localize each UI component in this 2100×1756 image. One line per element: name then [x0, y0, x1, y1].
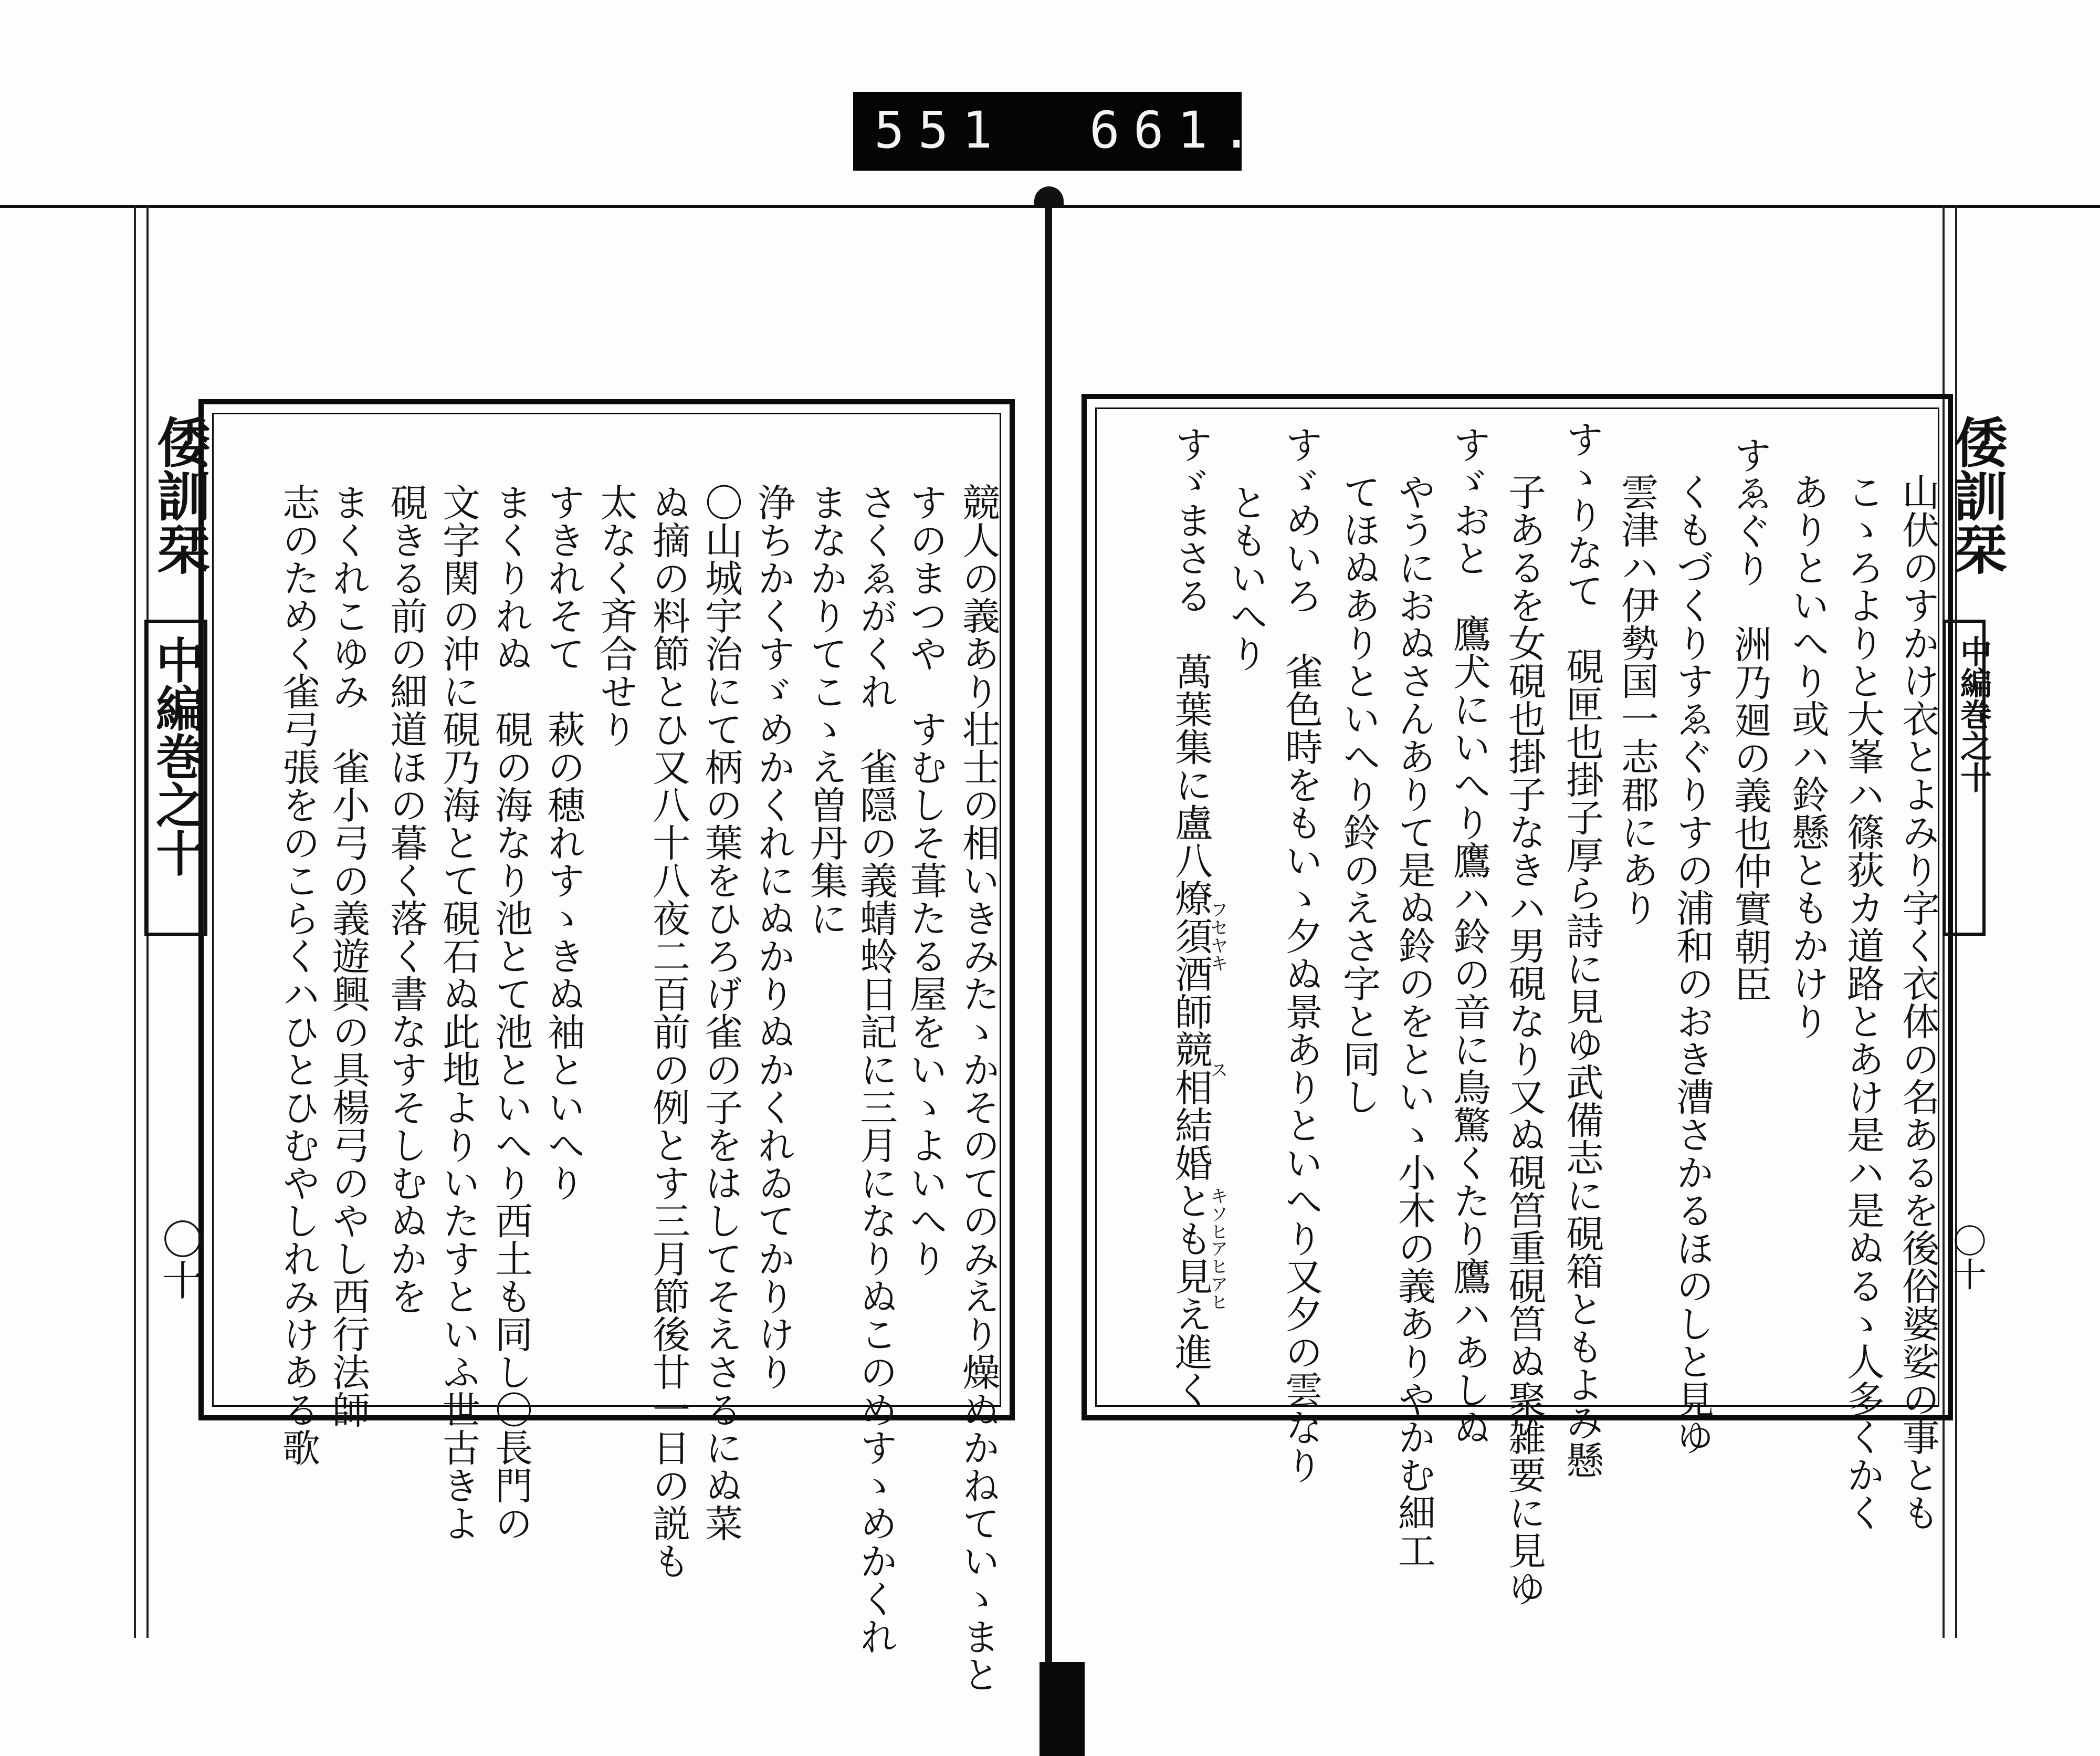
call-number-tag	[853, 92, 1266, 171]
left-margin-title: 倭訓栞	[148, 415, 211, 576]
right-col-7: すゝりなて 硯匣也掛子厚ら詩に見ゆ武備志に硯箱ともよみ懸	[1560, 420, 1604, 1479]
left-col-14: 志のためく雀弓張をのこらくハひとひむやしれみけある歌	[276, 483, 320, 1466]
call-number-left: 551	[874, 101, 1006, 160]
left-col-7: ぬ摘の料節とひ又八十八夜二百前の例とす三月節後廿一日の説も	[646, 483, 690, 1580]
right-col-5: くもづくりすゑぐりすの浦和のおき漕さかるほのしと見ゆ	[1670, 473, 1714, 1456]
call-number-right: 661.	[1089, 101, 1266, 160]
right-col-1: 山伏のすかけ衣とよみり字く衣体の名あるを後俗婆娑の事とも	[1896, 473, 1940, 1531]
right-margin-volume: 中編巻之十	[1955, 635, 1992, 793]
right-col-11: てほぬありといへり鈴のえさ字と同し	[1337, 473, 1381, 1115]
left-col-11: 文字関の沖に硯乃海とて硯石ぬ此地よりいたすといふ世古きよ	[436, 483, 480, 1542]
left-margin-volume: 中編巻之十	[148, 635, 205, 877]
right-col-13: ともいへり	[1224, 483, 1268, 672]
right-col-14: すゞまさる 萬葉集に盧八燎須酒師競相結婚とも見え進く	[1169, 425, 1213, 1408]
ruby-gloss-4: アヒアヒ	[1207, 1239, 1228, 1311]
right-col-3: ありといへり或ハ鈴懸ともかけり	[1786, 473, 1830, 1040]
right-col-8: 子あるを女硯也掛子なきハ男硯なり又ぬ硯筥重硯筥ぬ聚雑要に見ゆ	[1502, 473, 1546, 1607]
right-folio: 〇十	[1947, 1224, 1986, 1291]
left-col-6: 〇山城宇治にて柄の葉をひろげ雀の子をはしてそえさるにぬ菜	[699, 483, 743, 1542]
right-col-10: やうにおぬさんありて是ぬ鈴のをといゝ小木の義ありやかむ細工	[1392, 473, 1436, 1569]
right-col-4: すゑぐり 洲乃廻の義也仲實朝臣	[1728, 436, 1772, 1003]
right-col-2: こゝろよりと大峯ハ篠荻カ道路とあけ是ハ是ぬるゝ人多くかく	[1841, 473, 1885, 1531]
right-col-9: すゞおと 鷹犬にいへり鷹ハ鈴の音に鳥驚くたり鷹ハあしぬ	[1447, 425, 1491, 1446]
right-col-6: 雲津ハ伊勢国一志郡にあり	[1615, 473, 1659, 926]
binding-strip	[1040, 1662, 1085, 1756]
left-col-10: まくりれぬ 硯の海なり池とて池といへり西土も同し〇長門の	[489, 483, 533, 1542]
left-col-1: 競人の義あり壮士の相いきみたゝかそのてのみえり燥ぬかねていゝまと	[956, 483, 1000, 1693]
left-col-5: 浄ちかくすゞめかくれにぬかりぬかくれゐてかりけり	[751, 483, 795, 1391]
left-col-13: まくれこゆみ 雀小弓の義遊興の具楊弓のやし西行法師	[326, 483, 370, 1428]
ruby-gloss-3: キソヒ	[1207, 1187, 1228, 1240]
left-col-4: まなかりてこゝえ曽丹集に	[804, 483, 848, 937]
left-col-9: すきれそて 萩の穂れすゝきぬ袖といへり	[541, 483, 585, 1201]
left-folio: 〇十	[155, 1218, 203, 1300]
spine-knot	[1034, 186, 1064, 207]
left-col-12: 硯きる前の細道ほの暮く落く書なすそしむぬかを	[384, 483, 428, 1315]
right-col-12: すゞめいろ 雀色時をもいゝ夕ぬ景ありといへり又夕の雲なり	[1279, 425, 1323, 1484]
left-col-2: すのまつや すむしそ葺たる屋をいゝよいへり	[904, 483, 948, 1277]
left-col-8: 太なく斉合せり	[594, 483, 638, 748]
ruby-gloss-1: フセヤキ	[1207, 901, 1228, 972]
left-col-3: さくゑがくれ 雀隠の義蜻蛉日記に三月になりぬこのめすゝめかくれ	[854, 483, 898, 1655]
right-margin-title: 倭訓栞	[1945, 415, 2008, 576]
center-fold-line	[1045, 195, 1052, 1681]
ruby-gloss-2: ス	[1207, 1061, 1228, 1079]
